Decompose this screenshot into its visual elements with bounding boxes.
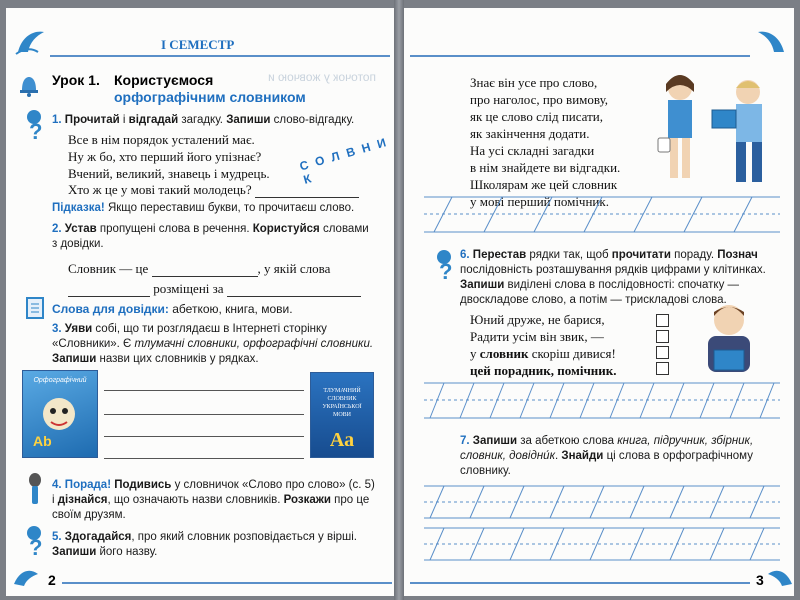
task1-riddle-question: Хто ж це у мові такий молодець? — [68, 181, 359, 198]
handwriting-grid[interactable] — [424, 192, 780, 238]
question-figure-icon — [20, 108, 48, 142]
page-number-right: 3 — [756, 572, 764, 588]
task5-instruction: 5. Здогадайся, про який словник розповідається у вірші. Запиши його назву. — [52, 531, 357, 558]
boy-reading-illustration — [694, 298, 764, 378]
book1-title: Орфографічний — [33, 377, 87, 384]
poem-line: Радити усім він звик, — — [470, 329, 604, 344]
handwriting-grid[interactable] — [424, 482, 780, 568]
task3-instruction: 3. Уяви собі, що ти розглядаєш в Інтернеті сторінку «Словники». Є тлумачні словники, орфографічні словники. Запиши назви цих словників у рядках. — [52, 323, 374, 365]
blank-3[interactable] — [227, 284, 361, 297]
poem-line: Юний друже, не барися, — [470, 312, 605, 327]
task2-sentence-line2: розміщені за — [68, 280, 361, 297]
footer-ornament-icon — [12, 564, 48, 588]
lesson-label: Урок 1. — [52, 72, 100, 88]
order-checkbox-4[interactable] — [656, 362, 669, 375]
task4-instruction: 4. Порада! Подивись у словничок «Слово про слово» (с. 5) і дізнайся, що означають назви словників. Розкажи про це своїм друзям. — [52, 479, 375, 521]
write-line[interactable] — [104, 390, 304, 391]
svg-text:?: ? — [29, 535, 43, 558]
task1-hint: Підказка! Якщо переставиш букви, то прочитаєш слово. — [52, 202, 355, 214]
lesson-title-line1: Користуємося — [114, 72, 214, 88]
order-checkbox-3[interactable] — [656, 346, 669, 359]
book-spine — [394, 0, 404, 600]
blank-2[interactable] — [68, 284, 150, 297]
left-page — [6, 8, 394, 596]
semester-header: І СЕМЕСТР — [161, 37, 235, 52]
corner-ornament-icon — [14, 26, 48, 56]
poem-line: цей порадник, помічник. — [470, 363, 617, 378]
task1-riddle: Все в нім порядок усталений має. Ну ж бо, хто перший його упізнає? Вчений, великий, знавець і мудрець. — [68, 132, 270, 181]
task7-instruction: 7. Запиши за абеткою слова книга, підручник, збірник, словник, довідни́к. Знайди ці слова в орфографічному словнику. — [460, 435, 754, 477]
svg-text:?: ? — [439, 259, 453, 282]
poem-line: у словник скоріш дивися! — [470, 346, 616, 361]
corner-ornament-icon — [754, 26, 788, 56]
question-figure-icon — [430, 248, 458, 282]
write-line[interactable] — [104, 436, 304, 437]
write-line[interactable] — [104, 414, 304, 415]
explanatory-dictionary-cover — [310, 372, 374, 458]
header-rule — [50, 55, 390, 57]
children-with-book-illustration — [644, 68, 784, 193]
order-checkbox-2[interactable] — [656, 330, 669, 343]
book2-letter-art: Аа — [329, 429, 355, 451]
question-figure-icon — [20, 524, 48, 558]
write-line[interactable] — [104, 458, 304, 459]
microphone-icon — [24, 472, 46, 506]
cartoon-character-icon — [23, 384, 95, 454]
footer-rule — [410, 582, 750, 584]
right-poem: Знає він усе про слово, про наголос, про вимову, як це слово слід писати, як закінчення додати. На усі складні загадки в нім знайдете ви відгадки. Школярам же цей словник у мові перший помічник. — [470, 75, 621, 209]
blank-1[interactable] — [152, 264, 258, 277]
lesson-title-line2: орфографічним словником — [114, 89, 306, 105]
order-checkbox-1[interactable] — [656, 314, 669, 327]
task2-sentence-line1: Словник — це , у якій слова — [68, 261, 331, 276]
mirrored-bleed-text: поточок у жовчою и — [268, 70, 377, 84]
page-number-left: 2 — [48, 572, 56, 588]
svg-text:Ab: Ab — [33, 433, 52, 449]
orthographic-dictionary-cover — [22, 370, 98, 458]
notebook-icon — [24, 296, 46, 320]
handwriting-grid[interactable] — [424, 378, 780, 424]
task2-instruction: 2. Устав пропущені слова в речення. Користуйся словами з довідки. — [52, 223, 369, 250]
book2-title: ТЛУМАЧНИЙ СЛОВНИК УКРАЇНСЬКОЇ МОВИ — [322, 388, 362, 418]
bell-icon — [16, 72, 42, 98]
footer-rule — [62, 582, 392, 584]
right-page — [404, 8, 794, 596]
scrambled-letters: С О Л В Н И К — [298, 134, 390, 187]
svg-text:?: ? — [29, 119, 43, 142]
answer-blank[interactable] — [255, 185, 359, 198]
task2-reference: Слова для довідки: абеткою, книга, мови. — [52, 302, 293, 316]
footer-ornament-icon — [766, 564, 794, 588]
header-rule — [410, 55, 750, 57]
task6-instruction: 6. Перестав рядки так, щоб прочитати пораду. Познач послідовність розташування рядків цифрами у клітинках. Запиши виділені слова в послідовності: спочатку — двоскладове слово, а потім — трискладові слова. — [460, 249, 766, 306]
task6-poem — [470, 311, 617, 379]
task1-instruction: 1. Прочитай і відгадай загадку. Запиши слово-відгадку. — [52, 114, 355, 126]
